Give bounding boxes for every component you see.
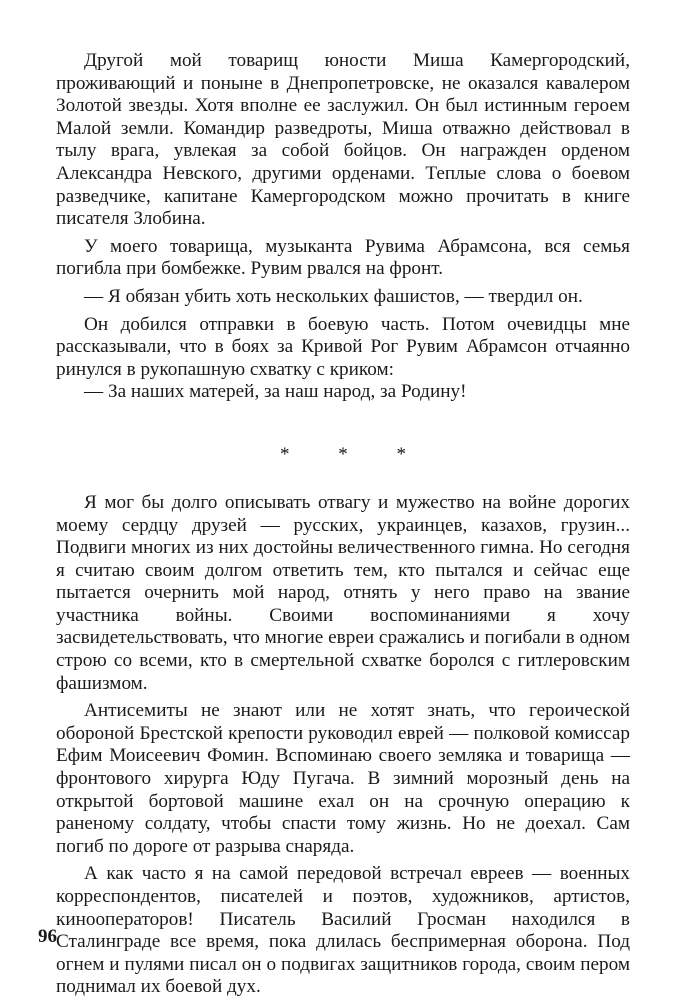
section-separator: * * * [280,443,428,465]
paragraph-abramson-cry: — За наших матерей, за наш народ, за Родину! [84,381,467,403]
paragraph-kamergorodsky: Другой мой товарищ юности Миша Камергородский, проживающий и поныне в Днепропетровске, не оказался кавалером Золотой звезды. Хотя вполне ее заслужил. Он был истинным героем Малой земли. Командир разведроты, Миша отважно действовал в тылу врага, увлекая за собой бойцов. Он награжден орденом Александра Невского, другими орденами. Теплые слова о боевом разведчике, капитане Камергородском можно прочитать в книге писателя Злобина. [56,50,630,230]
paragraph-courage-of-friends: Я мог бы долго описывать отвагу и мужество на войне дорогих моему сердцу друзей — русских, украинцев, казахов, грузин... Подвиги многих из них достойны величественного гимна. Но сегодня я считаю своим долгом ответить тем, кто пытался и сейчас еще пытается очернить мой народ, отнять у него право на звание участника войны. Своими воспоминаниями я хочу засвидетельствовать, что многие евреи сражались и погибали в одном строю со всеми, кто в смертельной схватке боролся с гитлеровским фашизмом. [56,491,630,694]
paragraph-abramson-family: У моего товарища, музыканта Рувима Абрамсона, вся семья погибла при бомбежке. Рувим рвался на фронт. [56,235,630,280]
paragraph-abramson-quote: — Я обязан убить хоть нескольких фашистов, — твердил он. [84,285,583,307]
page-number: 96 [38,926,57,947]
paragraph-abramson-front: Он добился отправки в боевую часть. Потом очевидцы мне рассказывали, что в боях за Кривой Рог Рувим Абрамсон отчаянно ринулся в рукопашную схватку с криком: [56,313,630,380]
paragraph-correspondents: А как часто я на самой передовой встречал евреев — военных корреспондентов, писателей и поэтов, художников, артистов, кинооператоров! Писатель Василий Гросман находился в Сталинграде все время, пока длилась беспримерная оборона. Под огнем и пулями писал он о подвигах защитников города, своим пером поднимал их боевой дух. [56,863,630,998]
book-page [56,50,630,999]
paragraph-antisemites: Антисемиты не знают или не хотят знать, что героической обороной Брестской крепости руководил еврей — полковой комиссар Ефим Моисеевич Фомин. Вспоминаю своего земляка и товарища — фронтового хирурга Юду Пугача. В зимний морозный день на открытой бортовой машине ехал он на срочную операцию к раненому солдату, чтобы спасти тому жизнь. Но не доехал. Сам погиб по дороге от разрыва снаряда. [56,700,630,857]
